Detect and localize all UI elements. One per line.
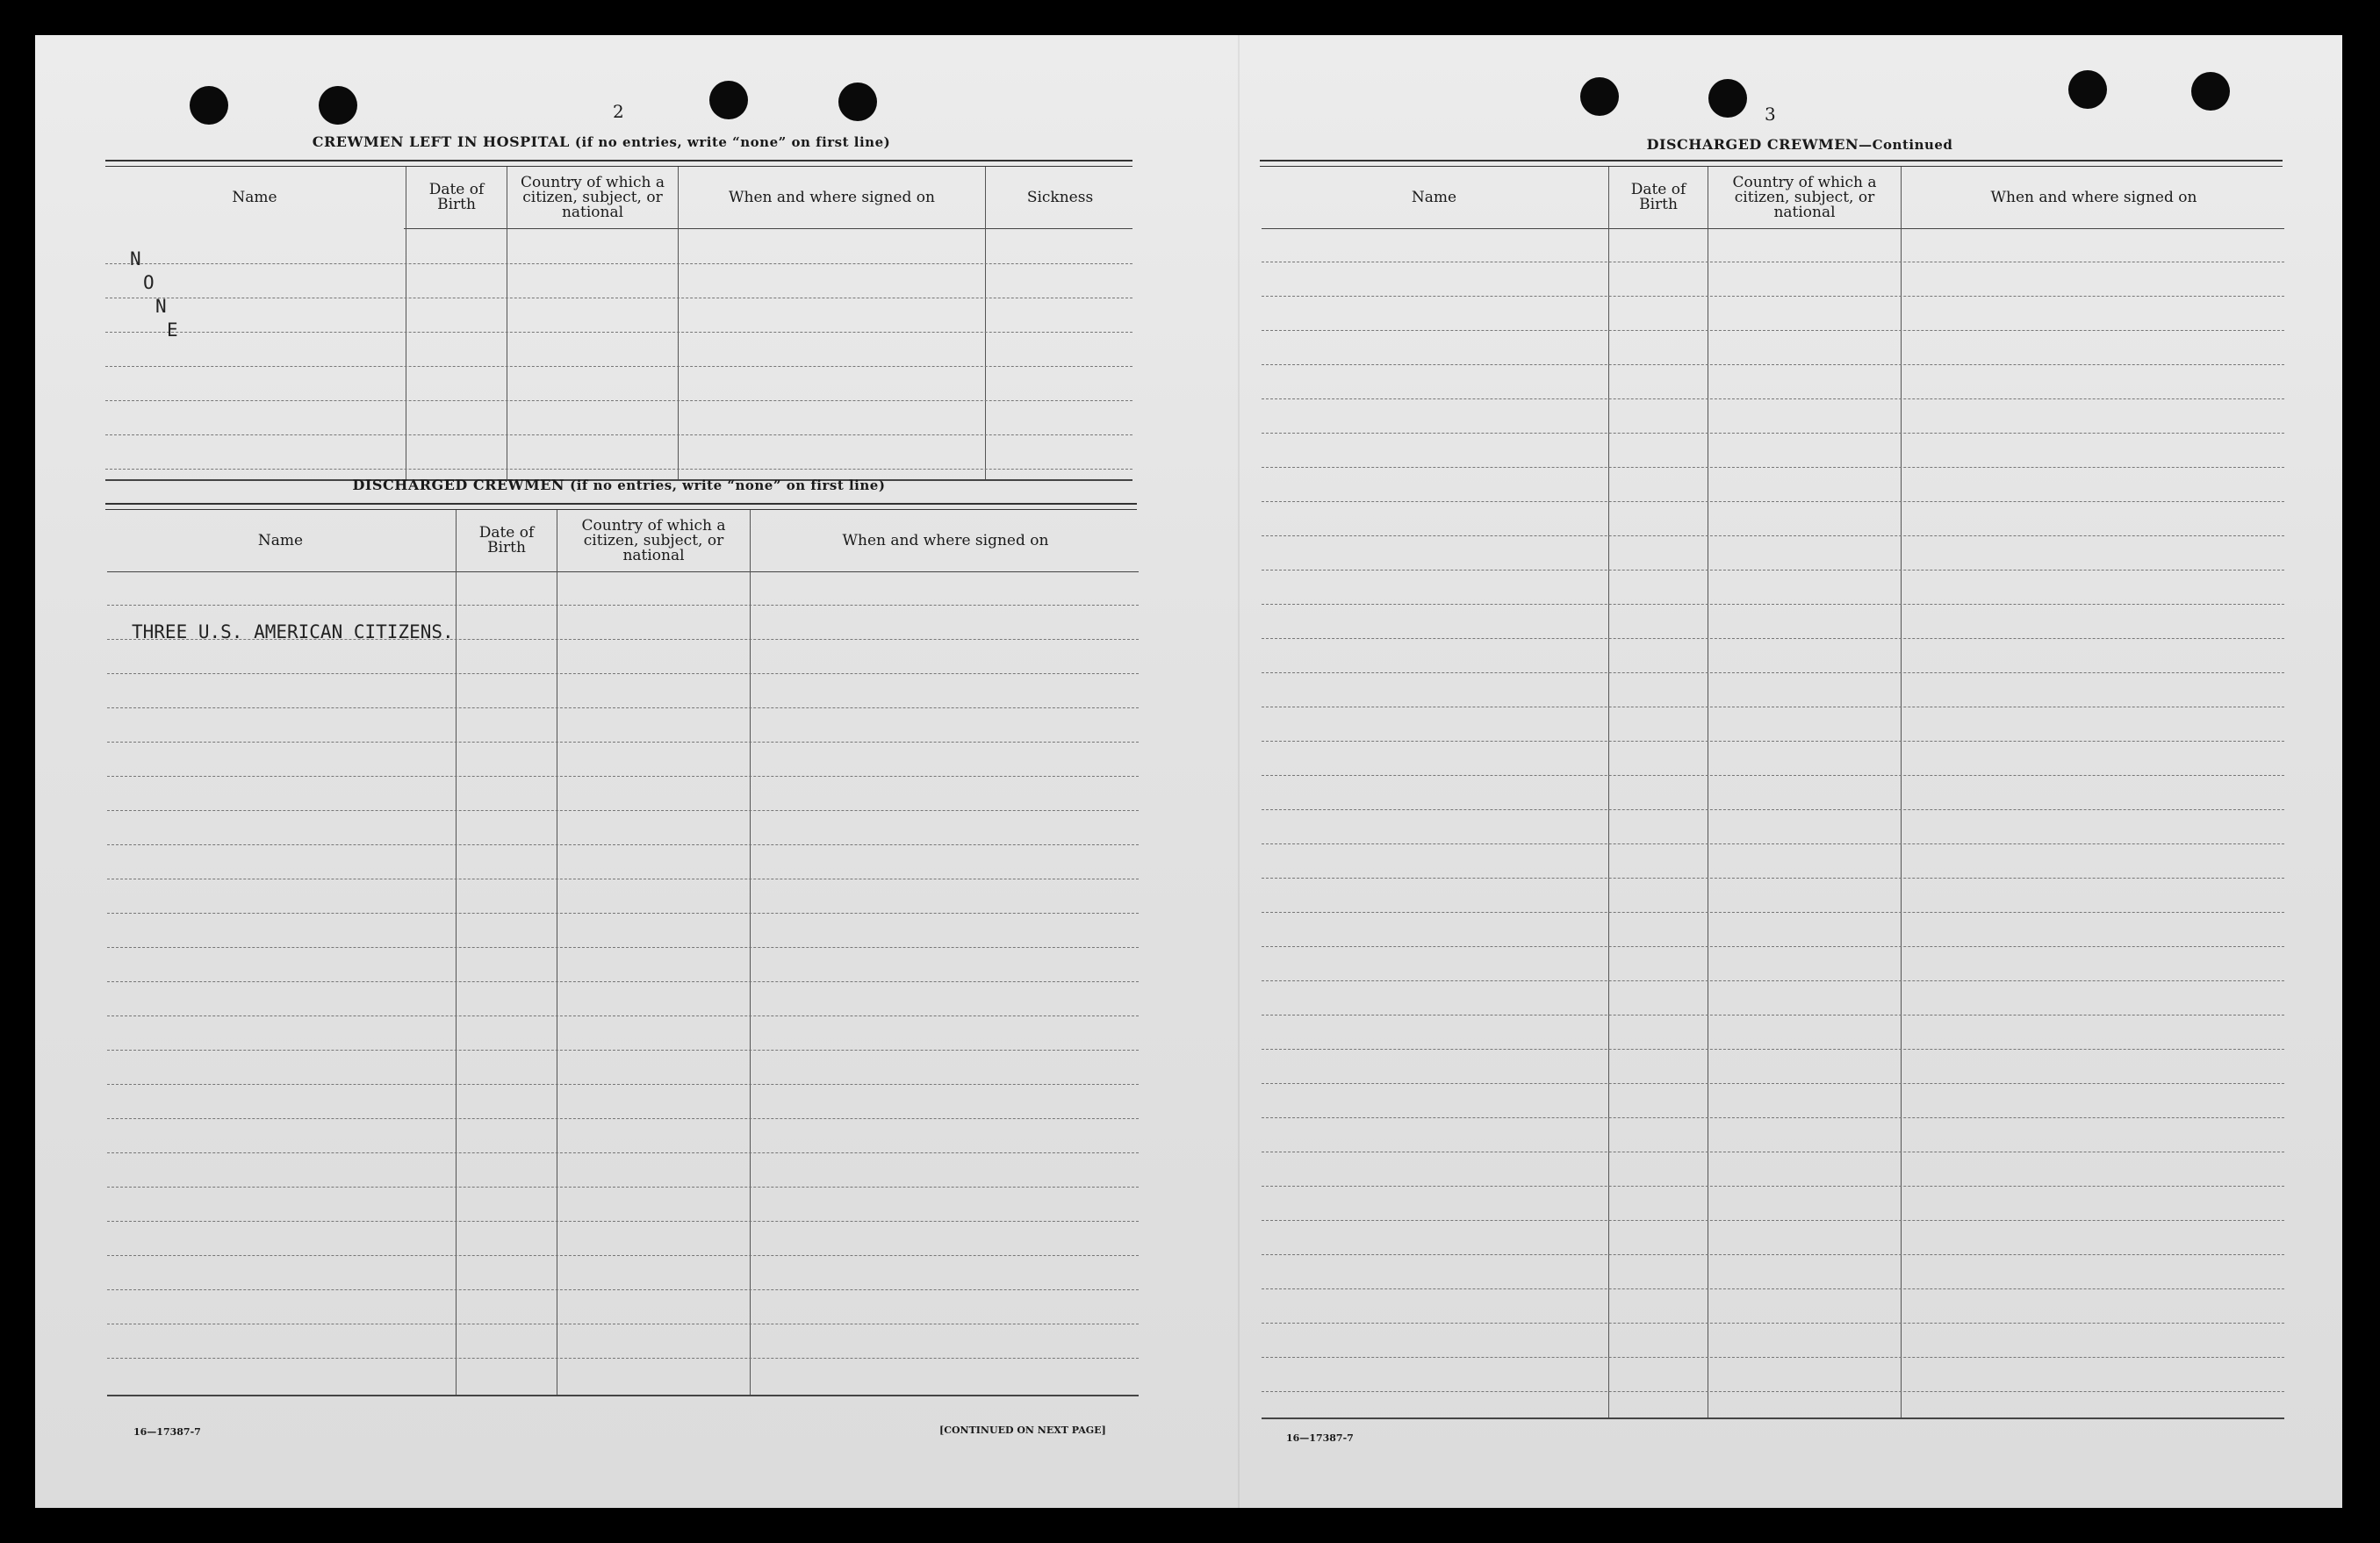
col-header-name: Name bbox=[232, 188, 277, 206]
row-rule bbox=[1262, 570, 2284, 571]
discharged-continued-table bbox=[1262, 167, 2284, 1424]
punch-hole bbox=[1708, 79, 1747, 118]
row-rule bbox=[107, 913, 1139, 914]
row-rule bbox=[107, 605, 1139, 606]
punch-hole bbox=[319, 86, 357, 125]
row-rule bbox=[1262, 364, 2284, 365]
row-rule bbox=[107, 981, 1139, 982]
row-rule bbox=[1262, 296, 2284, 297]
punch-hole bbox=[190, 86, 228, 125]
col-header-country: Country of which a citizen, subject, or national bbox=[581, 516, 726, 564]
row-rule bbox=[107, 776, 1139, 777]
hospital-instruction: (if no entries, write “none” on first line) bbox=[574, 134, 891, 150]
none-letter: N bbox=[155, 296, 167, 317]
row-rule bbox=[1262, 980, 2284, 981]
row-rule bbox=[105, 332, 1132, 333]
row-rule bbox=[107, 742, 1139, 743]
row-rule bbox=[107, 1289, 1139, 1290]
row-rule bbox=[1262, 1288, 2284, 1289]
page-number-left: 2 bbox=[613, 101, 624, 122]
column-rule bbox=[678, 167, 679, 479]
row-rule bbox=[1262, 535, 2284, 536]
page-number-right: 3 bbox=[1765, 104, 1776, 125]
row-rule bbox=[1262, 878, 2284, 879]
col-header-dob: Date of Birth bbox=[1630, 181, 1686, 213]
row-rule bbox=[107, 1255, 1139, 1256]
col-header-country: Country of which a citizen, subject, or national bbox=[1732, 173, 1877, 221]
column-rule bbox=[985, 167, 986, 479]
punch-hole bbox=[2068, 70, 2107, 109]
col-header-signed-on: When and where signed on bbox=[842, 531, 1049, 549]
column-rule bbox=[1608, 167, 1609, 1417]
row-rule bbox=[1262, 398, 2284, 399]
row-rule bbox=[1262, 809, 2284, 810]
row-rule bbox=[1262, 604, 2284, 605]
column-rule bbox=[1901, 167, 1902, 1417]
row-rule bbox=[107, 1118, 1139, 1119]
row-rule bbox=[107, 673, 1139, 674]
none-letter: O bbox=[143, 272, 155, 293]
table-bottom-rule bbox=[107, 1395, 1139, 1396]
row-rule bbox=[107, 1221, 1139, 1222]
header-rule bbox=[404, 228, 1132, 229]
row-rule bbox=[1262, 1220, 2284, 1221]
row-rule bbox=[1262, 1186, 2284, 1187]
hospital-section-title bbox=[105, 133, 1097, 150]
right-title-suffix: —Continued bbox=[1859, 137, 1953, 153]
row-rule bbox=[107, 707, 1139, 708]
col-header-name: Name bbox=[257, 531, 304, 549]
punch-hole bbox=[1580, 77, 1619, 116]
row-rule bbox=[1262, 741, 2284, 742]
row-rule bbox=[1262, 912, 2284, 913]
row-rule bbox=[1262, 467, 2284, 468]
row-rule bbox=[107, 1050, 1139, 1051]
col-header-dob: Date of Birth bbox=[478, 524, 535, 556]
discharged-table bbox=[107, 510, 1139, 1395]
row-rule bbox=[107, 810, 1139, 811]
col-header-name: Name bbox=[1411, 188, 1457, 206]
table-bottom-rule bbox=[1262, 1417, 2284, 1419]
right-top-rule bbox=[1260, 160, 2283, 167]
row-rule bbox=[1262, 330, 2284, 331]
col-header-country: Country of which a citizen, subject, or national bbox=[521, 173, 665, 221]
row-rule bbox=[105, 469, 1132, 470]
form-sheet bbox=[35, 35, 2342, 1508]
col-header-dob: Date of Birth bbox=[428, 181, 485, 213]
row-rule bbox=[1262, 775, 2284, 776]
right-title: DISCHARGED CREWMEN bbox=[1646, 136, 1859, 153]
row-rule bbox=[1262, 1323, 2284, 1324]
row-rule bbox=[1262, 843, 2284, 844]
row-rule bbox=[1262, 1083, 2284, 1084]
form-code-right: 16—17387-7 bbox=[1286, 1432, 1354, 1444]
header-rule bbox=[1262, 228, 2284, 229]
row-rule bbox=[1262, 638, 2284, 639]
row-rule bbox=[105, 366, 1132, 367]
row-rule bbox=[1262, 1117, 2284, 1118]
discharged-instruction: (if no entries, write “none” on first line) bbox=[570, 477, 886, 493]
row-rule bbox=[107, 1152, 1139, 1153]
row-rule bbox=[105, 400, 1132, 401]
none-letter: E bbox=[167, 319, 178, 341]
discharged-title: DISCHARGED CREWMEN bbox=[352, 477, 565, 493]
discharged-section-title bbox=[105, 477, 1132, 493]
col-header-signed-on: When and where signed on bbox=[1990, 188, 2197, 206]
row-rule bbox=[107, 1358, 1139, 1359]
continued-note: [CONTINUED ON NEXT PAGE] bbox=[939, 1425, 1106, 1436]
row-rule bbox=[107, 947, 1139, 948]
row-rule bbox=[1262, 1391, 2284, 1392]
row-rule bbox=[105, 263, 1132, 264]
row-rule bbox=[1262, 1254, 2284, 1255]
hospital-top-rule bbox=[105, 160, 1132, 167]
row-rule bbox=[1262, 1049, 2284, 1050]
punch-hole bbox=[709, 81, 748, 119]
row-rule bbox=[107, 1187, 1139, 1188]
row-rule bbox=[107, 1084, 1139, 1085]
discharged-continued-title bbox=[1264, 136, 2335, 153]
column-rule bbox=[750, 510, 751, 1395]
column-rule bbox=[456, 510, 457, 1395]
header-rule bbox=[107, 571, 1139, 572]
hospital-table bbox=[105, 167, 1132, 448]
discharged-top-rule bbox=[105, 503, 1137, 510]
discharged-entry: THREE U.S. AMERICAN CITIZENS. bbox=[132, 621, 454, 642]
form-code-left: 16—17387-7 bbox=[133, 1426, 201, 1438]
row-rule bbox=[1262, 672, 2284, 673]
row-rule bbox=[107, 844, 1139, 845]
col-header-signed-on: When and where signed on bbox=[729, 188, 935, 206]
page-fold bbox=[1238, 35, 1240, 1508]
none-letter: N bbox=[130, 248, 141, 269]
col-header-sickness: Sickness bbox=[1026, 188, 1094, 206]
row-rule bbox=[1262, 1015, 2284, 1016]
punch-hole bbox=[2191, 72, 2230, 111]
row-rule bbox=[1262, 1357, 2284, 1358]
row-rule bbox=[1262, 433, 2284, 434]
row-rule bbox=[1262, 501, 2284, 502]
row-rule bbox=[105, 434, 1132, 435]
punch-hole bbox=[838, 83, 877, 121]
hospital-title: CREWMEN LEFT IN HOSPITAL bbox=[312, 133, 570, 150]
row-rule bbox=[1262, 946, 2284, 947]
